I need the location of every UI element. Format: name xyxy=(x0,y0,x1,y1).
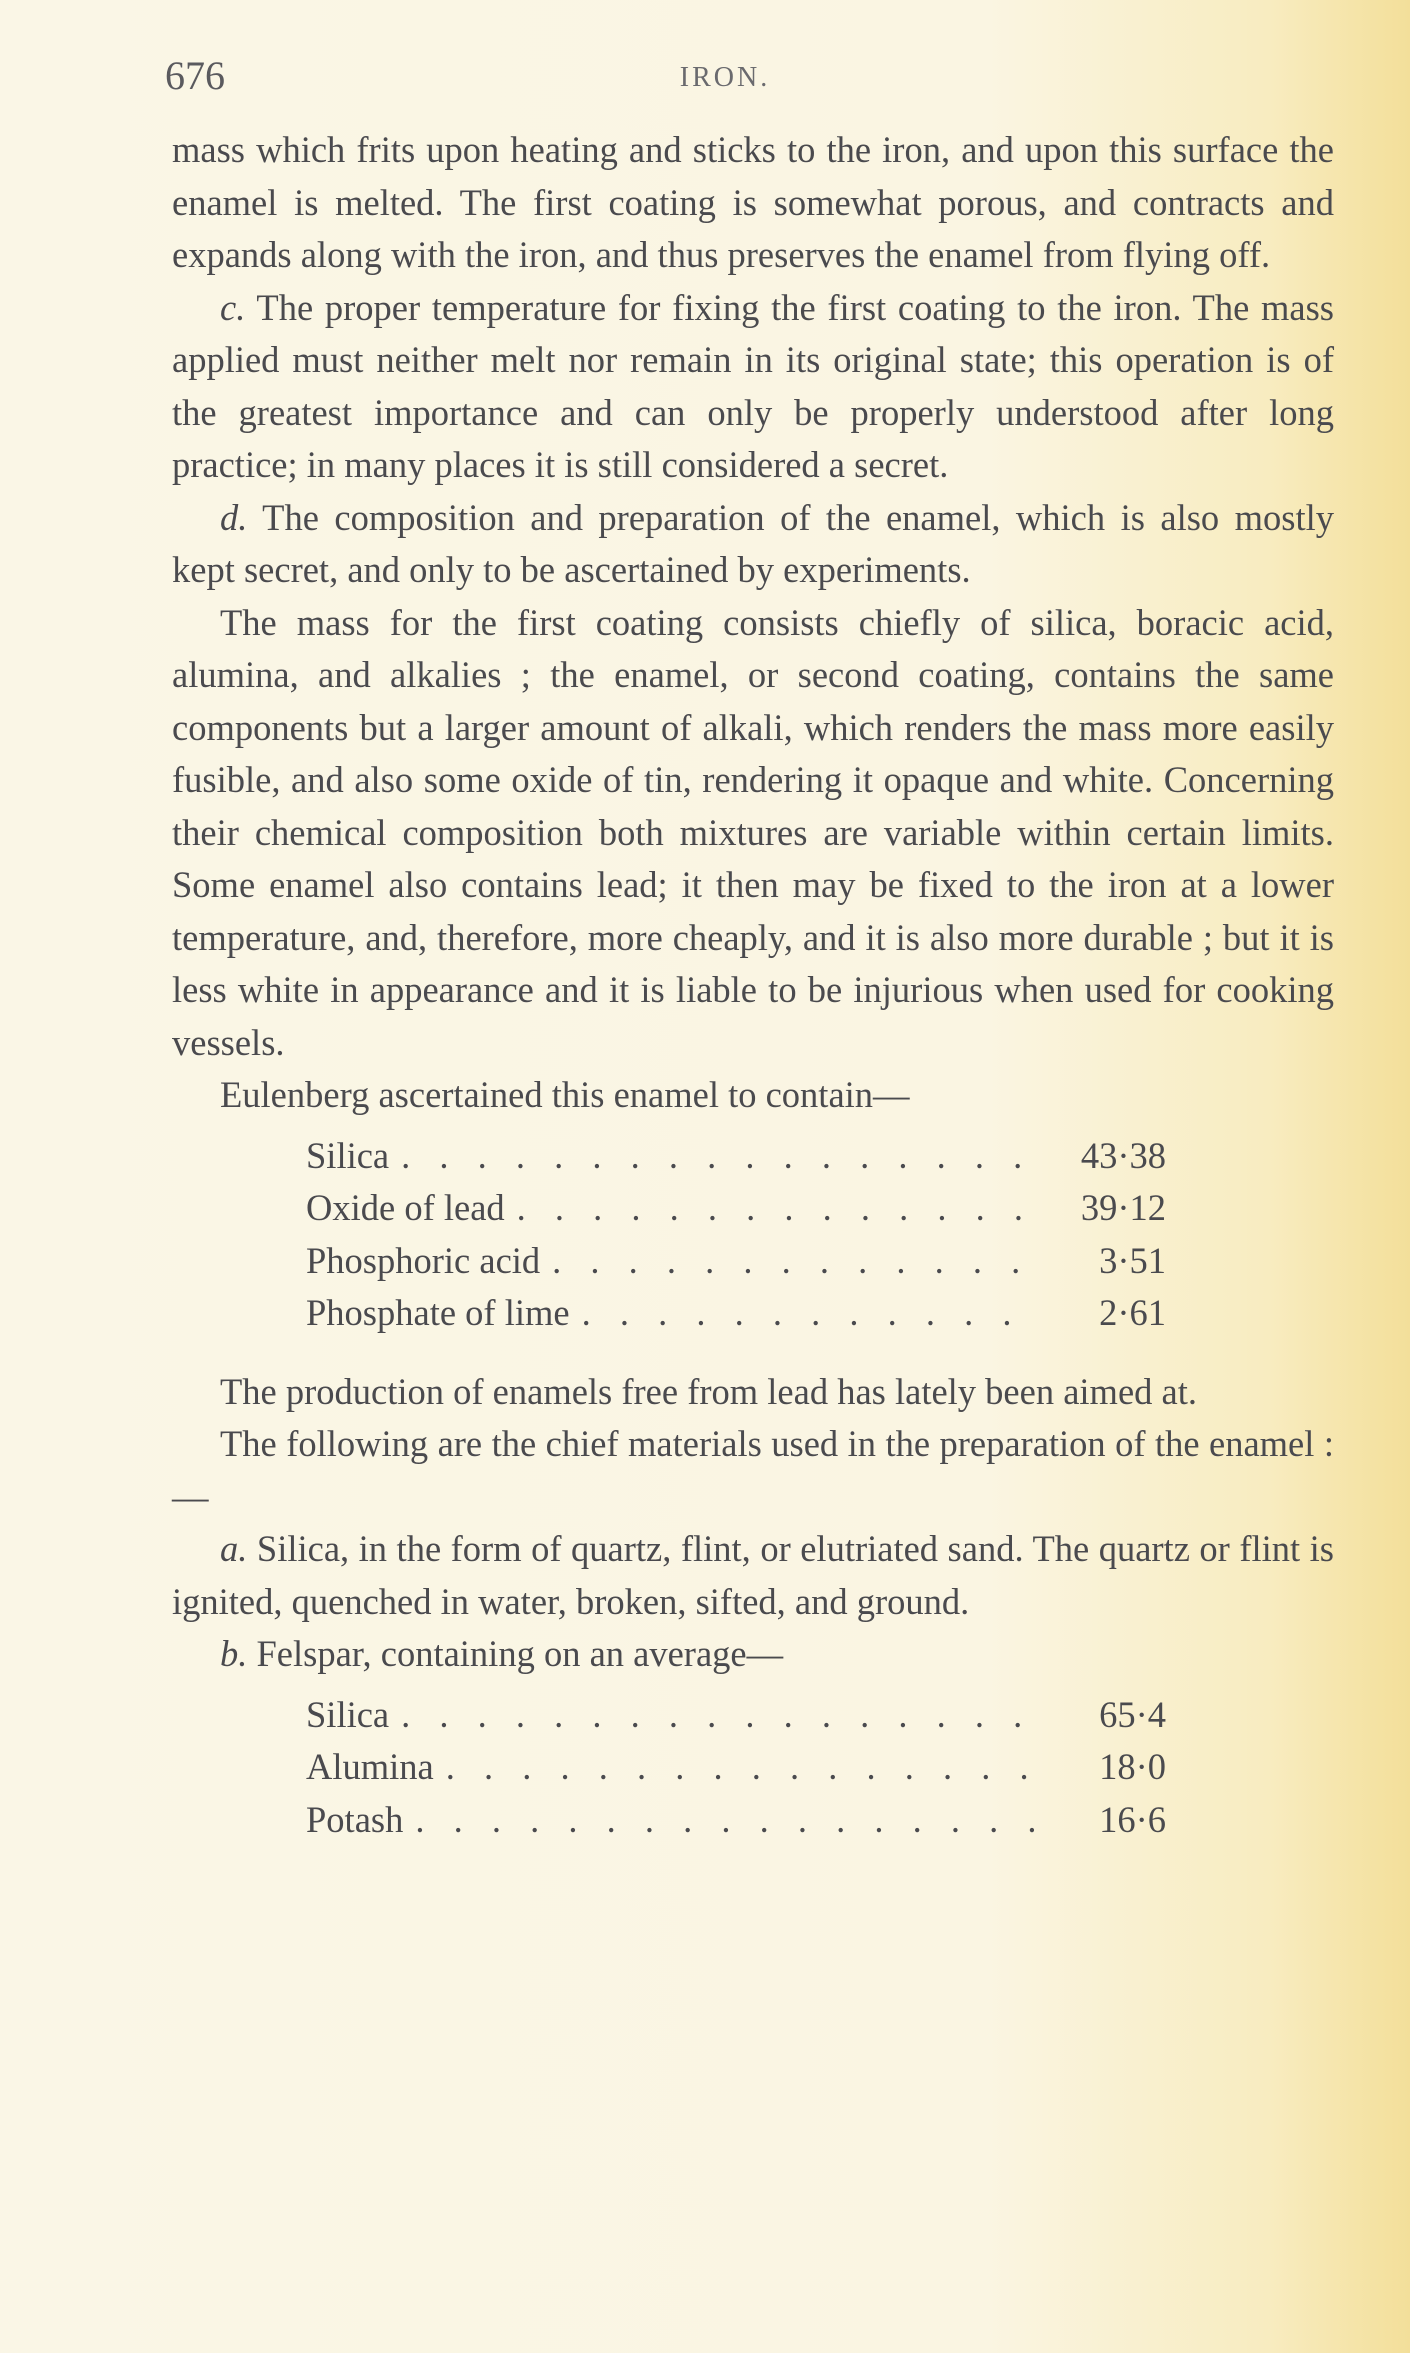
table-row xyxy=(306,1182,1166,1235)
component-value: 43·38 xyxy=(1080,1134,1166,1176)
body-text xyxy=(172,124,1334,1872)
leader-dots xyxy=(446,1741,1034,1794)
component-name: Oxide of lead xyxy=(306,1187,505,1228)
paragraph-continuation: mass which frits upon heating and sticks to the iron, and upon this surface the enamel is melted. The first coating is somewhat porous, and contracts and expands along with the iron, and thus preserves the enamel from flying off. xyxy=(172,129,1334,275)
paragraph-eulenberg: Eulenberg ascertained this enamel to contain— xyxy=(220,1074,910,1115)
running-head: IRON. xyxy=(679,62,771,93)
item-a-text: Silica, in the form of quartz, flint, or elutriated sand. The quartz or flint is ignited, quenched in water, broken, sifted, and ground. xyxy=(172,1528,1334,1622)
item-c-text: The proper temperature for fixing the first coating to the iron. The mass applied must neither melt nor remain in its original state; this operation is of the greatest importance and can only be properly understood after long practice; in many places it is still considered a secret. xyxy=(172,286,1334,485)
component-value: 18·0 xyxy=(1099,1746,1166,1787)
leader-dots xyxy=(517,1182,1034,1235)
table-row xyxy=(306,1794,1166,1847)
component-name: Alumina xyxy=(306,1746,434,1787)
component-name: Silica xyxy=(306,1693,390,1735)
table-row xyxy=(306,1130,1166,1183)
item-d-text: The composition and preparation of the enamel, which is also mostly kept secret, and only to be ascertained by experiments. xyxy=(172,496,1334,590)
leader-dots xyxy=(401,1130,1034,1183)
item-c xyxy=(172,282,1334,492)
item-d xyxy=(172,492,1334,597)
page-number: 676 xyxy=(165,53,225,98)
component-value: 3·51 xyxy=(1099,1239,1166,1281)
leader-dots xyxy=(415,1794,1034,1847)
paragraph-mass: The mass for the first coating consists chiefly of silica, boracic acid, alumina, and alkalies ; the enamel, or second coating, contains the same components but a larger amount of alkali, which renders the mass more easily fusible, and also some oxide of tin, rendering it opaque and white. Concerning their chemical composition both mixtures are variable within certain limits. Some enamel also contains lead; it then may be fixed to the iron at a lower temperature, and, therefore, more cheaply, and it is also more durable ; but it is less white in appearance and it is liable to be injurious when used for cooking vessels. xyxy=(172,601,1334,1063)
component-name: Potash xyxy=(306,1798,404,1840)
leader-dots xyxy=(582,1287,1034,1340)
component-name: Phosphoric acid xyxy=(306,1239,541,1281)
item-c-label: c. xyxy=(220,286,246,328)
composition-table-enamel xyxy=(172,1130,1166,1340)
paragraph-following: The following are the chief materials used in the preparation of the enamel :— xyxy=(172,1423,1334,1517)
composition-table-felspar xyxy=(172,1689,1166,1847)
item-a xyxy=(172,1523,1334,1628)
table-row xyxy=(306,1287,1166,1340)
item-d-label: d. xyxy=(220,496,248,538)
page-header xyxy=(165,52,1285,102)
table-row xyxy=(306,1689,1166,1742)
item-a-label: a. xyxy=(220,1528,248,1569)
item-b-text: Felspar, containing on an average— xyxy=(256,1633,784,1674)
component-value: 2·61 xyxy=(1099,1292,1166,1333)
paragraph-production: The production of enamels free from lead has lately been aimed at. xyxy=(220,1370,1197,1412)
component-value: 65·4 xyxy=(1099,1693,1166,1735)
leader-dots xyxy=(401,1689,1034,1742)
leader-dots xyxy=(552,1235,1034,1288)
component-name: Silica xyxy=(306,1134,390,1176)
item-b xyxy=(172,1628,1334,1681)
table-row xyxy=(306,1235,1166,1288)
component-value: 39·12 xyxy=(1080,1187,1166,1228)
item-b-label: b. xyxy=(220,1633,248,1674)
table-row xyxy=(306,1741,1166,1794)
component-name: Phosphate of lime xyxy=(306,1292,570,1333)
component-value: 16·6 xyxy=(1099,1798,1166,1840)
